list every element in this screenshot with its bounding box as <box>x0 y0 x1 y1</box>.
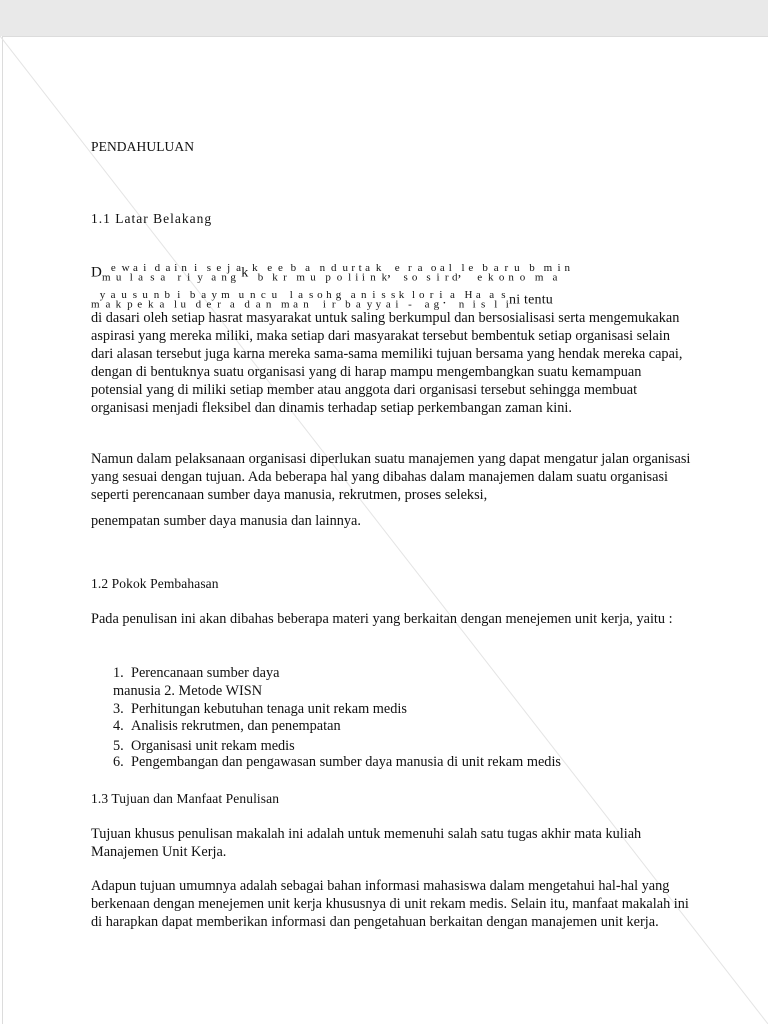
list-item <box>113 753 561 771</box>
section-1-1-paragraph-2: Namun dalam pelaksanaan organisasi diperlukan suatu manajemen yang dapat mengatur jalan organisasi yang sesuai dengan tujuan. Ada beberapa hal yang dibahas dalam manajemen dalam suatu organisasi seperti perencanaan sumber daya manusia, rekrutmen, proses seleksi, <box>91 451 691 503</box>
list-item <box>113 664 279 682</box>
section-1-3-paragraph-2: Adapun tujuan umumnya adalah sebagai bahan informasi mahasiswa dalam mengetahui hal-hal yang berkenaan dengan menejemen unit kerja khususnya di unit rekam medis. Selain itu, manfaat makalah ini di harapkan dapat memberikan informasi dan pengetahuan berkaitan dengan manajemen unit kerja. <box>91 878 689 930</box>
document-page <box>0 36 768 1024</box>
section-1-1-paragraph-1: di dasari oleh setiap hasrat masyarakat untuk saling berkumpul dan bersosialisasi serta mengemukakan aspirasi yang mereka miliki, maka setiap dari masyarakat tersebut bembentuk setiap organisasi selain dari alasan tersebut juga karna mereka sama-sama memiliki tujuan bersama yang hendak mereka capai, dengan di bentuknya suatu organisasi yang di harap mampu mengembangkan suatu kemampuan potensial yang di miliki setiap member atau anggota dari organisasi tersebut sehingga membuat organisasi menjadi fleksibel dan dinamis terhadap setiap perkembangan zaman kini. <box>91 310 683 416</box>
list-item-text: Pengembangan dan pengawasan sumber daya manusia di unit rekam medis <box>131 754 561 770</box>
section-heading-1-3: 1.3 Tujuan dan Manfaat Penulisan <box>91 791 280 806</box>
scrambled-text-line-2: $_m^y_a^a_k^u_p^s_e^u_k^n_a^b$ $_l^i_u$ $^b_d^a_e^y_r^m_a$ $^u_d^n_a^c_n^u$ $_m^l_a^a_n^s$ $^o_i^h_r^g$ $_b^a_a^n_y^i_y^s_a^s_i^k$ $_-^l$ $^o_a^r_g^i$. $^a$ $_n^H_i^a_s$ $^a_l$ $^s_i$ni tentu <box>91 289 553 311</box>
list-item-number: 4. <box>113 718 124 734</box>
list-item-number: 1. <box>113 665 124 681</box>
list-item-text: Analisis rekrutmen, dan penempatan <box>131 718 341 734</box>
list-item <box>113 682 262 700</box>
section-1-1-paragraph-2-last: penempatan sumber daya manusia dan lainnya. <box>91 513 361 529</box>
paragraph-1-tail: ni tentu <box>509 292 553 308</box>
section-heading-1-2: 1.2 Pokok Pembahasan <box>91 576 219 591</box>
document-title: PENDAHULUAN <box>91 139 195 154</box>
section-heading-1-1: 1.1 Latar Belakang <box>91 211 213 226</box>
list-item-number: 3. <box>113 701 124 717</box>
list-item-text: Perencanaan sumber daya <box>131 665 280 681</box>
list-item <box>113 717 341 735</box>
watermark-diagonal <box>0 36 768 1024</box>
list-item-number: 6. <box>113 754 124 770</box>
list-item-text: manusia 2. Metode WISN <box>113 683 263 699</box>
section-1-3-paragraph-1: Tujuan khusus penulisan makalah ini adalah untuk memenuhi salah satu tugas akhir mata kuliah Manajemen Unit Kerja. <box>91 826 642 860</box>
list-item <box>113 700 407 718</box>
list-item-text: Perhitungan kebutuhan tenaga unit rekam medis <box>131 701 407 717</box>
list-item-text: Organisasi unit rekam medis <box>131 738 295 754</box>
list-item-number: 5. <box>113 738 124 754</box>
section-1-2-intro: Pada penulisan ini akan dibahas beberapa materi yang berkaitan dengan menejemen unit kerja, yaitu : <box>91 611 673 627</box>
scrambled-text-line-1: $D_m^e_u^w_l^a_a^i$ $_s^d_a^a$ $^i_r^n_i$ $^i_y$ $^s_a^e_n^j_g^a$k $^k_b$ $^e_k^e_r$ $^b_m^a_u$ $^n_p^d_o^u_l^r_i^t_i^a_n^k_k$, $^e$ $_s^r_o^a$ $_s^o_i^a_r^l_d$,$^l$ $^e$ $_e^b_k^a_o^r_n^u_o$ $^b_m^m_a^i$ $^n$ <box>91 262 571 284</box>
